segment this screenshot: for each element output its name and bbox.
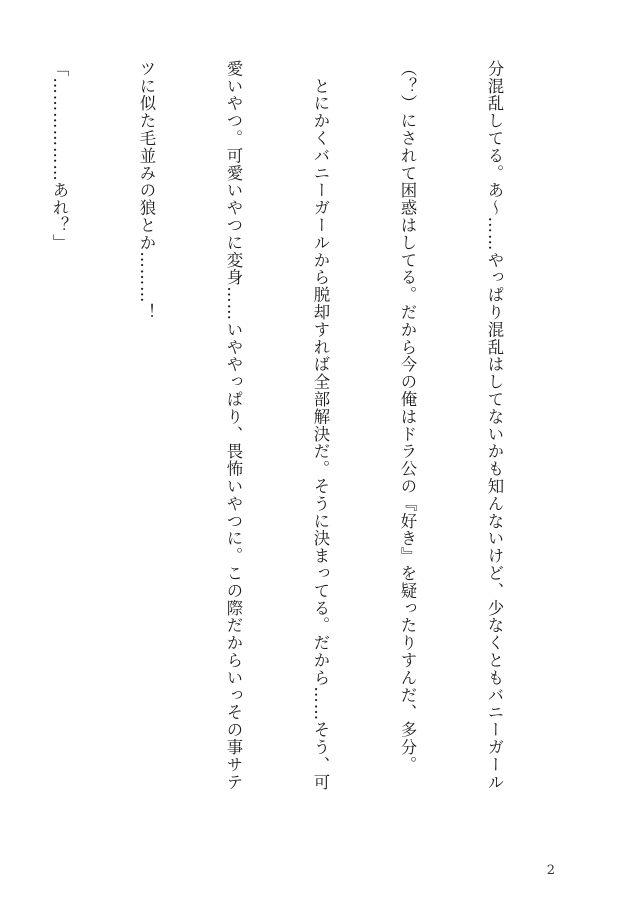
text-line: ツに似た毛並みの狼とか………！ (137, 60, 156, 321)
text-line: 「………………あれ？」 (50, 60, 69, 252)
text-line: 愛いやつ。可愛いやつに変身……いややっぱり、畏怖いやつに。この際だからいっその事サテ (224, 60, 243, 791)
text-line: 分混乱してる。あ～……やっぱり混乱はしてないかも知んないけど、少なくともバニーガール (485, 60, 504, 791)
page-number: 2 (546, 863, 555, 878)
vertical-text-body (0, 60, 567, 820)
text-line: （？）にされて困惑はしてる。だから今の俺はドラ公の『好き』を疑ったりすんだ、多分。 (398, 60, 417, 774)
text-line: とにかくバニーガールから脱却すれば全部解決だ。そうに決まってる。だから……そう、可 (311, 60, 330, 791)
